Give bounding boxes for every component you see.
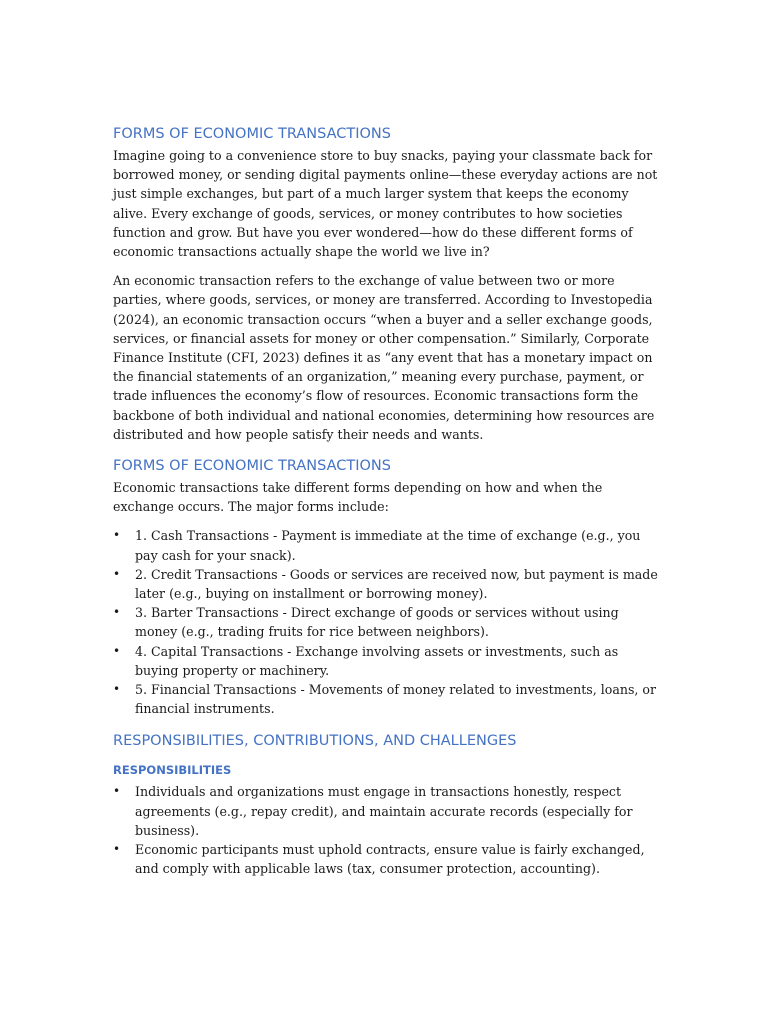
list-item [113, 526, 658, 564]
list-item-text: Economic participants must uphold contracts, ensure value is fairly exchanged, and comply with applicable laws (tax, consumer protection, accounting). [135, 842, 645, 877]
bullet-icon: • [113, 528, 121, 543]
list-item-text: 4. Capital Transactions - Exchange involving assets or investments, such as buying property or machinery. [135, 643, 619, 678]
bullet-icon: • [113, 566, 121, 581]
list-item-text: 3. Barter Transactions - Direct exchange of goods or services without using money (e.g., trading fruits for rice between neighbors). [135, 605, 619, 640]
forms-list [113, 526, 658, 718]
bullet-icon: • [113, 784, 121, 799]
section-heading-responsibilities: RESPONSIBILITIES, CONTRIBUTIONS, AND CHALLENGES [113, 733, 517, 750]
section-heading-forms-list: FORMS OF ECONOMIC TRANSACTIONS [113, 458, 391, 475]
definition-paragraph: An economic transaction refers to the exchange of value between two or more parties, where goods, services, or money are transferred. According to Investopedia (2024), an economic transaction occurs “when a buyer and a seller exchange goods, services, or financial assets for money or other compensation.” Similarly, Corporate Finance Institute (CFI, 2023) defines it as “any event that has a monetary impact on the financial statements of an organization,” meaning every purchase, payment, or trade influences the economy’s flow of resources. Economic transactions form the backbone of both individual and national economies, determining how resources are distributed and how people satisfy their needs and wants. [113, 273, 655, 442]
responsibilities-list [113, 782, 658, 878]
section-heading-forms: FORMS OF ECONOMIC TRANSACTIONS [113, 126, 391, 142]
list-item [113, 782, 658, 840]
bullet-icon: • [113, 682, 121, 697]
list-item-text: Individuals and organizations must engage in transactions honestly, respect agreements (e.g., repay credit), and maintain accurate records (especially for business). [135, 784, 633, 838]
subheading-responsibilities: RESPONSIBILITIES [113, 763, 232, 778]
intro-paragraph: Imagine going to a convenience store to buy snacks, paying your classmate back for borrowed money, or sending digital payments online—these everyday actions are not just simple exchanges, but part of a much larger system that keeps the economy alive. Every exchange of goods, services, or money contributes to how societies function and grow. But have you ever wondered—how do these different forms of economic transactions actually shape the world we live in? [113, 148, 658, 260]
list-item [113, 680, 658, 718]
list-item [113, 642, 658, 680]
list-item-text: 1. Cash Transactions - Payment is immediate at the time of exchange (e.g., you pay cash for your snack). [135, 528, 641, 563]
list-item-text: 5. Financial Transactions - Movements of money related to investments, loans, or financial instruments. [135, 682, 657, 717]
bullet-icon: • [113, 605, 121, 620]
list-item [113, 603, 658, 641]
bullet-icon: • [113, 842, 121, 857]
list-item-text: 2. Credit Transactions - Goods or services are received now, but payment is made later (e.g., buying on installment or borrowing money). [135, 566, 658, 602]
bullet-icon: • [113, 643, 121, 658]
list-item [113, 840, 658, 878]
list-item [113, 565, 658, 603]
forms-intro-paragraph: Economic transactions take different forms depending on how and when the exchange occurs. The major forms include: [113, 480, 603, 515]
